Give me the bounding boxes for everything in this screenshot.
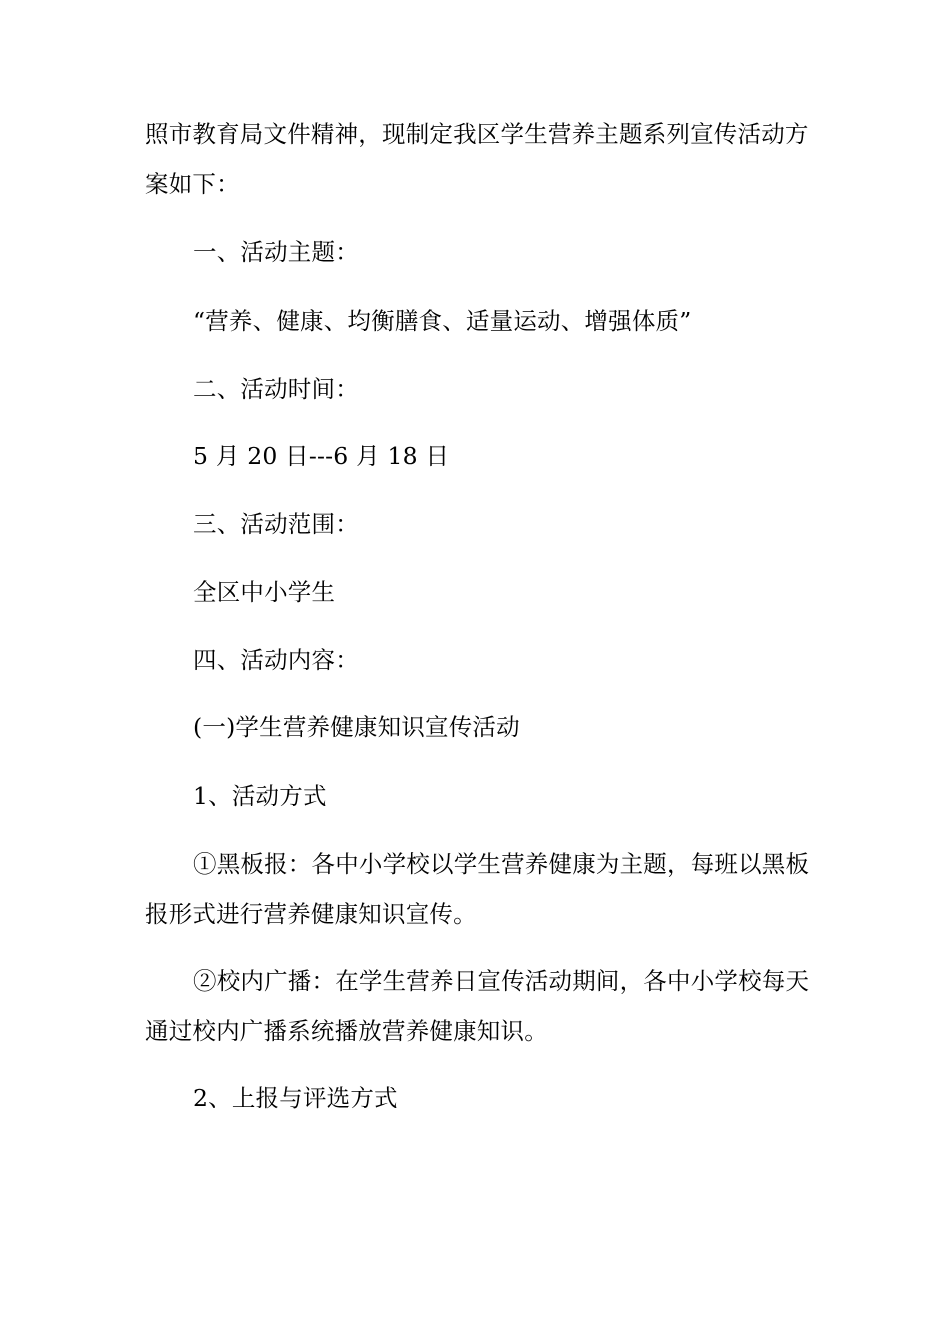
- item-heading-reporting: 2、上报与评选方式: [193, 1084, 398, 1112]
- theme-slogan: “营养、健康、均衡膳食、适量运动、增强体质”: [193, 307, 692, 335]
- subsection-heading-knowledge: (一)学生营养健康知识宣传活动: [193, 713, 520, 741]
- activity-dates: 5 月 20 日---6 月 18 日: [193, 442, 450, 470]
- paragraph-broadcast-line-1: ②校内广播：在学生营养日宣传活动期间，各中小学校每天: [193, 967, 810, 995]
- paragraph-intro-line-2: 案如下：: [145, 170, 240, 198]
- section-heading-content: 四、活动内容：: [193, 646, 359, 674]
- paragraph-intro-line-1: 照市教育局文件精神，现制定我区学生营养主题系列宣传活动方: [145, 120, 809, 148]
- paragraph-blackboard-line-2: 报形式进行营养健康知识宣传。: [145, 900, 477, 928]
- section-heading-scope: 三、活动范围：: [193, 510, 359, 538]
- paragraph-broadcast-line-2: 通过校内广播系统播放营养健康知识。: [145, 1017, 548, 1045]
- section-heading-theme: 一、活动主题：: [193, 238, 359, 266]
- activity-scope: 全区中小学生: [193, 578, 336, 606]
- paragraph-blackboard-line-1: ①黑板报：各中小学校以学生营养健康为主题，每班以黑板: [193, 850, 810, 878]
- item-heading-method: 1、活动方式: [193, 782, 327, 810]
- section-heading-time: 二、活动时间：: [193, 375, 359, 403]
